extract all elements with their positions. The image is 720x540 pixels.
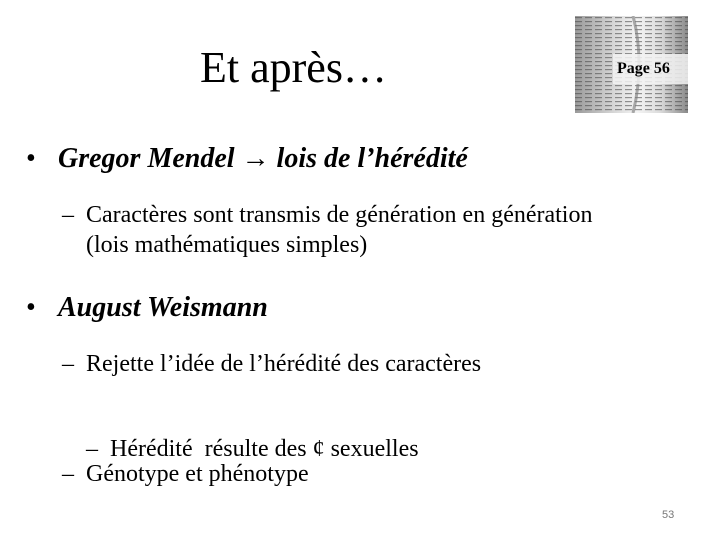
dash-marker: – <box>62 202 74 228</box>
bullet-text: August Weismann <box>58 292 268 323</box>
dash-marker: – <box>62 351 74 377</box>
subitem-text-line2: (lois mathématiques simples) <box>86 232 368 258</box>
bullet-text: Gregor Mendel → lois de l’hérédité <box>58 143 468 174</box>
bullet-august-weismann <box>26 291 268 325</box>
dash-marker: – <box>86 436 98 462</box>
subitem-rejette-heredite <box>62 349 702 379</box>
dash-marker: – <box>62 461 74 487</box>
bullet-gregor-mendel <box>26 142 468 176</box>
page-reference-label: Page 56 <box>617 60 670 77</box>
subitem-text: Hérédité résulte des ¢ sexuelles <box>110 436 419 462</box>
subitem-caracteres-transmis <box>62 200 702 260</box>
bullet-marker: • <box>26 292 36 323</box>
subitem-text: Rejette l’idée de l’hérédité des caractères <box>86 351 482 377</box>
slide-page-number: 53 <box>662 509 675 521</box>
subitem-text: Génotype et phénotype <box>86 461 309 487</box>
subitem-text-line1: Caractères sont transmis de génération en génération <box>86 202 593 228</box>
subitem-genotype-phenotype <box>62 459 702 489</box>
bullet-marker: • <box>26 143 36 174</box>
slide-title: Et après… <box>200 43 387 92</box>
